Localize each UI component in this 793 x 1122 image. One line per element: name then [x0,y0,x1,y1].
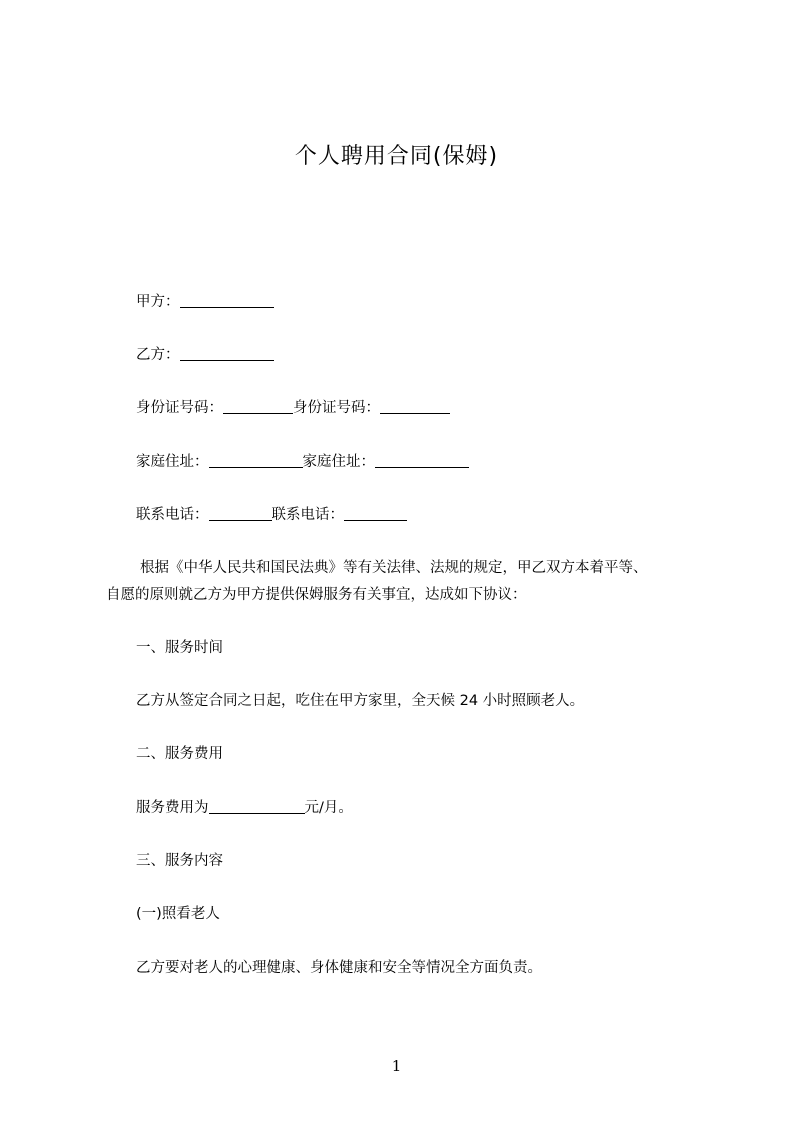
party-b-line [136,344,274,366]
service-fee-prefix: 服务费用为 [136,800,209,816]
party-b-label: 乙方： [136,347,180,363]
service-fee-line [136,797,353,819]
id-label-b: 身份证号码： [293,400,380,416]
id-number-line [136,397,450,419]
section-1-heading: 一、服务时间 [136,640,223,656]
address-blank-a [209,453,303,468]
service-fee-blank [209,799,305,814]
id-blank-b [380,399,450,414]
page-number: 1 [391,1057,402,1075]
phone-label-b: 联系电话： [271,507,344,523]
address-label-a: 家庭住址： [136,454,209,470]
document-title: 个人聘用合同(保姆) [294,144,499,169]
section-3-heading: 三、服务内容 [136,853,223,869]
id-blank-a [223,399,293,414]
preamble-line-2: 自愿的原则就乙方为甲方提供保姆服务有关事宜，达成如下协议： [106,587,527,603]
phone-line [136,504,407,526]
section-1-text: 乙方从签定合同之日起，吃住在甲方家里，全天候 24 小时照顾老人。 [136,693,585,709]
preamble-line-1: 根据《中华人民共和国民法典》等有关法律、法规的规定，甲乙双方本着平等、 [140,560,648,576]
address-blank-b [375,453,469,468]
subsection-1-heading: (一)照看老人 [136,906,220,922]
address-line [136,451,469,473]
party-a-line [136,291,274,313]
id-label-a: 身份证号码： [136,400,223,416]
party-a-label: 甲方： [136,294,180,310]
address-label-b: 家庭住址： [302,454,375,470]
section-2-heading: 二、服务费用 [136,746,223,762]
phone-blank-a [209,506,272,521]
party-b-blank [180,346,274,361]
service-fee-suffix: 元/月。 [304,800,353,816]
party-a-blank [180,293,274,308]
phone-blank-b [344,506,407,521]
phone-label-a: 联系电话： [136,507,209,523]
subsection-1-text: 乙方要对老人的心理健康、身体健康和安全等情况全方面负责。 [136,960,542,976]
